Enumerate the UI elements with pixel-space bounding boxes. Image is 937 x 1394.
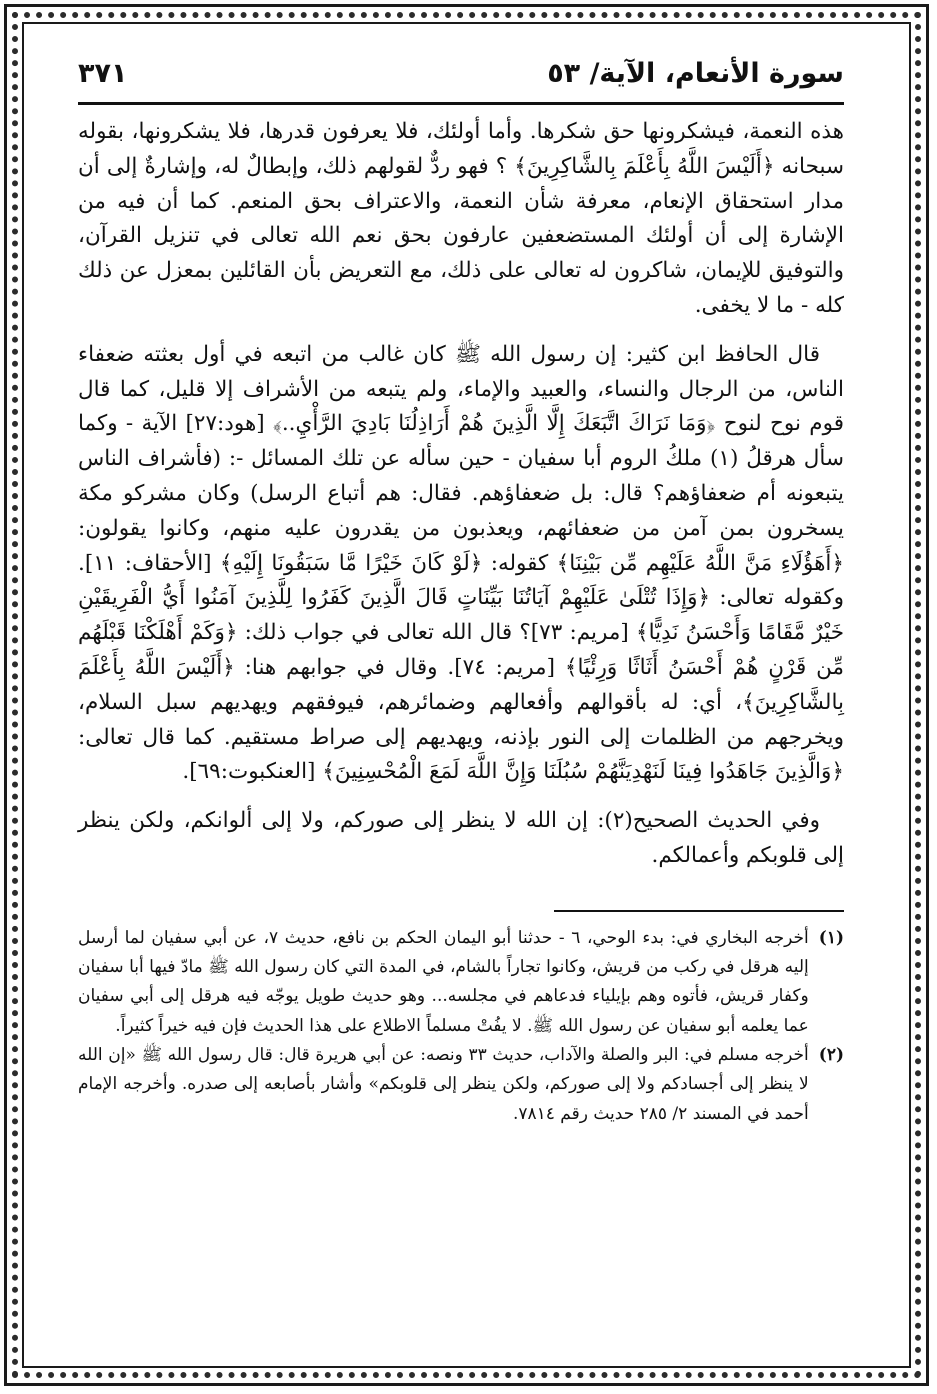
- surah-heading: سورة الأنعام، الآية/ ٥٣: [547, 58, 844, 89]
- paragraph: هذه النعمة، فيشكرونها حق شكرها. وأما أولئك، فلا يعرفون قدرها، فلا يشكرونها، بقوله سبحانه ﴿أَلَيْسَ اللَّهُ بِأَعْلَمَ بِالشَّاكِرِينَ﴾ ؟ فهو ردٌّ لقولهم ذلك، وإبطالٌ له، وإشارةٌ إلى أن مدار استحقاق الإنعام، معرفة شأن النعمة، والاعتراف بحق المنعم. كما أن فيه من الإشارة إلى أن أولئك المستضعفين عارفون بحق نعم الله تعالى في تنزيل القرآن، والتوفيق للإيمان، شاكرون له تعالى على ذلك، مع التعريض بأن القائلين بمعزل عن ذلك كله - ما لا يخفى.: [78, 119, 844, 318]
- footnotes: [78, 924, 844, 1129]
- footnote-number: (١): [818, 927, 844, 948]
- main-text: [78, 115, 844, 874]
- footnote: [78, 1041, 844, 1129]
- footnote-text: أخرجه مسلم في: البر والصلة والآداب، حديث ٣٣ ونصه: عن أبي هريرة قال: قال رسول الله ﷺ «إن الله لا ينظر إلى أجسادكم ولا إلى صوركم، ولكن ينظر إلى قلوبكم» وأشار بأصابعه إلى صدره. وأخرجه الإمام أحمد في المسند ٢/ ٢٨٥ حديث رقم ٧٨١٤.: [78, 1044, 809, 1124]
- footnote-number: (٢): [818, 1044, 844, 1065]
- paragraph: وفي الحديث الصحيح(٢): إن الله لا ينظر إلى صوركم، ولا إلى ألوانكم، ولكن ينظر إلى قلوبكم وأعمالكم.: [78, 808, 844, 868]
- footnote-text: أخرجه البخاري في: بدء الوحي، ٦ - حدثنا أبو اليمان الحكم بن نافع، حديث ٧، عن أبي سفيان لما أرسل إليه هرقل في ركب من قريش، وكانوا تجاراً بالشام، في المدة التي كان رسول الله ﷺ مادّ فيها أبا سفيان وكفار قريش، فأتوه وهم بإيلياء فدعاهم في مجلسه... وهو حديث طويل يوجّه فيه هرقل إلى أبي سفيان عما يعلمه أبو سفيان عن رسول الله ﷺ. لا يفُتْ مسلماً الاطلاع على هذا الحديث فإن فيه خيراً كثيراً.: [78, 927, 809, 1036]
- page-number: ٣٧١: [78, 58, 128, 89]
- paragraph: قال الحافظ ابن كثير: إن رسول الله ﷺ كان غالب من اتبعه في أول بعثته ضعفاء الناس، من الرجال والنساء، والعبيد والإماء، ولم يتبعه من الأشراف إلا قليل، كما قال قوم نوح لنوح ﴿وَمَا نَرَاكَ اتَّبَعَكَ إِلَّا الَّذِينَ هُمْ أَرَاذِلُنَا بَادِيَ الرَّأْيِ..﴾ [هود:٢٧] الآية - وكما سأل هرقلُ (١) ملكُ الروم أبا سفيان - حين سأله عن تلك المسائل -: (فأشراف الناس يتبعونه أم ضعفاؤهم؟ قال: بل ضعفاؤهم. فقال: هم أتباع الرسل) وكان مشركو مكة يسخرون بمن آمن من ضعفائهم، ويعذبون من يقدرون عليه منهم، وكانوا يقولون: ﴿أَهَؤُلَاءِ مَنَّ اللَّهُ عَلَيْهِم مِّن بَيْنِنَا﴾ كقوله: ﴿لَوْ كَانَ خَيْرًا مَّا سَبَقُونَا إِلَيْهِ﴾ [الأحقاف: ١١]. وكقوله تعالى: ﴿وَإِذَا تُتْلَىٰ عَلَيْهِمْ آيَاتُنَا بَيِّنَاتٍ قَالَ الَّذِينَ كَفَرُوا لِلَّذِينَ آمَنُوا أَيُّ الْفَرِيقَيْنِ خَيْرٌ مَّقَامًا وَأَحْسَنُ نَدِيًّا﴾ [مريم: ٧٣]؟ قال الله تعالى في جواب ذلك: ﴿وَكَمْ أَهْلَكْنَا قَبْلَهُم مِّن قَرْنٍ هُمْ أَحْسَنُ أَثَاثًا وَرِئْيًا﴾ [مريم: ٧٤]. وقال في جوابهم هنا: ﴿أَلَيْسَ اللَّهُ بِأَعْلَمَ بِالشَّاكِرِينَ﴾، أي: له بأقوالهم وأفعالهم وضمائرهم، فيوفقهم ويهديهم سبل السلام، ويخرجهم من الظلمات إلى النور بإذنه، ويهديهم إلى صراط مستقيم. كما قال تعالى: ﴿وَالَّذِينَ جَاهَدُوا فِينَا لَنَهْدِيَنَّهُمْ سُبُلَنَا وَإِنَّ اللَّهَ لَمَعَ الْمُحْسِنِينَ﴾ [العنكبوت:٦٩].: [78, 341, 844, 785]
- header-rule: [78, 102, 844, 105]
- footnote: [78, 924, 844, 1041]
- footnote-separator: [554, 910, 844, 912]
- book-page: [78, 58, 844, 1129]
- page-header: [78, 58, 844, 98]
